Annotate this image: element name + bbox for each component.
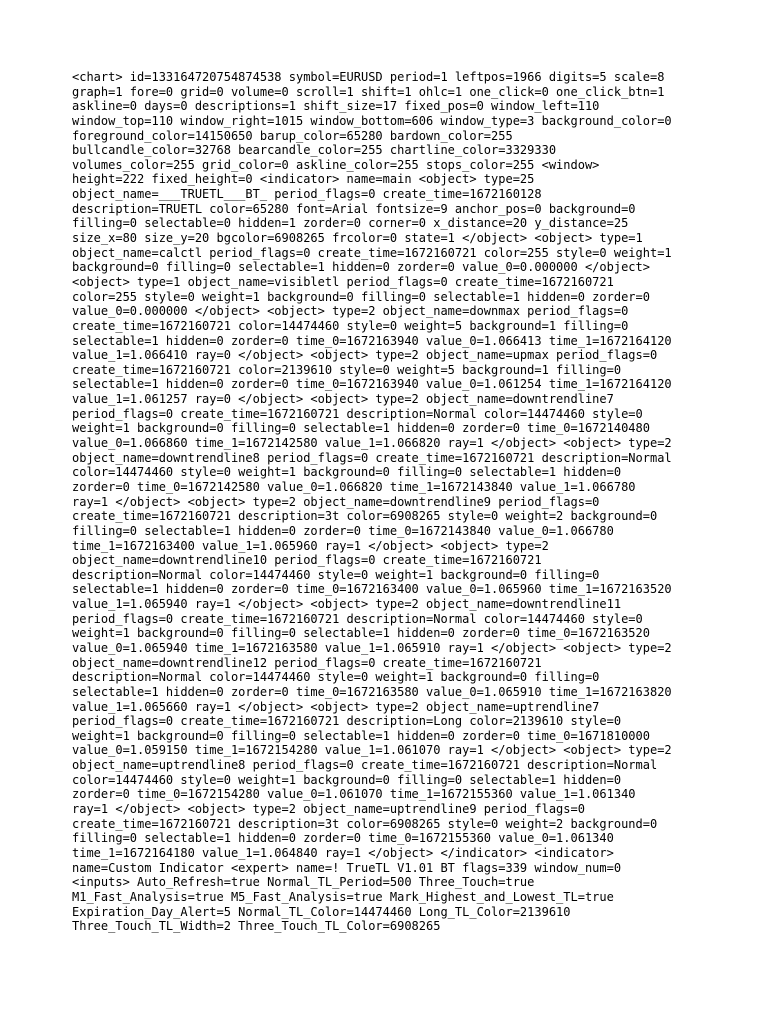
text-line: value_1=1.066410 ray=0 </object> <object> type=2 object_name=upmax period_flags=0 [72,348,658,363]
text-line: description=Normal color=14474460 style=0 weight=1 background=0 filling=0 [72,670,600,685]
text-line: filling=0 selectable=0 hidden=1 zorder=0 corner=0 x_distance=20 y_distance=25 [72,216,629,231]
text-line: value_0=0.000000 </object> <object> type=2 object_name=downmax period_flags=0 [72,304,629,319]
document-text [72,70,762,934]
text-line: create_time=1672160721 color=14474460 style=0 weight=5 background=1 filling=0 [72,318,629,333]
text-line: volumes_color=255 grid_color=0 askline_color=255 stops_color=255 <window> [72,157,600,172]
text-line: zorder=0 time_0=1672142580 value_0=1.066820 time_1=1672143840 value_1=1.066780 [72,479,636,494]
text-line: selectable=1 hidden=0 zorder=0 time_0=1672163940 value_0=1.061254 time_1=1672164120 [72,377,672,392]
text-line: weight=1 background=0 filling=0 selectable=1 hidden=0 zorder=0 time_0=1671810000 [72,728,650,743]
text-line: ray=1 </object> <object> type=2 object_name=uptrendline9 period_flags=0 [72,802,585,817]
text-line: <object> type=1 object_name=visibletl period_flags=0 create_time=1672160721 [72,274,614,289]
text-line: window_top=110 window_right=1015 window_bottom=606 window_type=3 background_color=0 [72,113,672,128]
text-line: selectable=1 hidden=0 zorder=0 time_0=1672163400 value_0=1.065960 time_1=1672163520 [72,582,672,597]
text-line: background=0 filling=0 selectable=1 hidden=0 zorder=0 value_0=0.000000 </object> [72,260,650,275]
text-line: zorder=0 time_0=1672154280 value_0=1.061070 time_1=1672155360 value_1=1.061340 [72,787,636,802]
text-line: value_0=1.065940 time_1=1672163580 value_1=1.065910 ray=1 </object> <object> type=2 [72,640,672,655]
text-line: selectable=1 hidden=0 zorder=0 time_0=1672163940 value_0=1.066413 time_1=1672164120 [72,333,672,348]
text-line: create_time=1672160721 color=2139610 style=0 weight=5 background=1 filling=0 [72,362,622,377]
text-line: time_1=1672163400 value_1=1.065960 ray=1 </object> <object> type=2 [72,538,549,553]
text-line: value_1=1.065940 ray=1 </object> <object> type=2 object_name=downtrendline11 [72,597,622,612]
text-line: ray=1 </object> <object> type=2 object_name=downtrendline9 period_flags=0 [72,494,600,509]
text-line: graph=1 fore=0 grid=0 volume=0 scroll=1 shift=1 ohlc=1 one_click=0 one_click_btn=1 [72,84,665,99]
text-line: object_name=calctl period_flags=0 create_time=1672160721 color=255 style=0 weight=1 [72,245,672,260]
text-line: height=222 fixed_height=0 <indicator> name=main <object> type=25 [72,172,535,187]
text-line: foreground_color=14150650 barup_color=65280 bardown_color=255 [72,128,513,143]
text-line: create_time=1672160721 description=3t color=6908265 style=0 weight=2 background=0 [72,509,658,524]
text-line: value_0=1.059150 time_1=1672154280 value_1=1.061070 ray=1 </object> <object> type=2 [72,743,672,758]
text-line: bullcandle_color=32768 bearcandle_color=255 chartline_color=3329330 [72,143,557,158]
text-line: description=TRUETL color=65280 font=Arial fontsize=9 anchor_pos=0 background=0 [72,201,636,216]
text-line: period_flags=0 create_time=1672160721 description=Normal color=14474460 style=0 [72,611,643,626]
text-line: value_1=1.061257 ray=0 </object> <object> type=2 object_name=downtrendline7 [72,392,614,407]
text-line: weight=1 background=0 filling=0 selectable=1 hidden=0 zorder=0 time_0=1672140480 [72,421,650,436]
text-line: Expiration_Day_Alert=5 Normal_TL_Color=14474460 Long_TL_Color=2139610 [72,904,571,919]
text-line: period_flags=0 create_time=1672160721 description=Long color=2139610 style=0 [72,714,622,729]
text-line: create_time=1672160721 description=3t color=6908265 style=0 weight=2 background=0 [72,816,658,831]
text-line: color=255 style=0 weight=1 background=0 filling=0 selectable=1 hidden=0 zorder=0 [72,289,650,304]
text-line: value_1=1.065660 ray=1 </object> <object> type=2 object_name=uptrendline7 [72,699,600,714]
text-line: object_name=uptrendline8 period_flags=0 create_time=1672160721 description=Normal [72,758,658,773]
text-line: askline=0 days=0 descriptions=1 shift_size=17 fixed_pos=0 window_left=110 [72,99,600,114]
text-line: filling=0 selectable=1 hidden=0 zorder=0 time_0=1672143840 value_0=1.066780 [72,523,614,538]
text-line: filling=0 selectable=1 hidden=0 zorder=0 time_0=1672155360 value_0=1.061340 [72,831,614,846]
text-line: name=Custom Indicator <expert> name=! TrueTL V1.01 BT flags=339 window_num=0 [72,860,622,875]
text-line: description=Normal color=14474460 style=0 weight=1 background=0 filling=0 [72,567,600,582]
text-line: size_x=80 size_y=20 bgcolor=6908265 frcolor=0 state=1 </object> <object> type=1 [72,231,643,246]
text-line: color=14474460 style=0 weight=1 background=0 filling=0 selectable=1 hidden=0 [72,465,622,480]
text-line: selectable=1 hidden=0 zorder=0 time_0=1672163580 value_0=1.065910 time_1=1672163820 [72,684,672,699]
text-line: M1_Fast_Analysis=true M5_Fast_Analysis=true Mark_Highest_and_Lowest_TL=true [72,889,614,904]
text-line: time_1=1672164180 value_1=1.064840 ray=1 </object> </indicator> <indicator> [72,845,614,860]
text-line: <inputs> Auto_Refresh=true Normal_TL_Period=500 Three_Touch=true [72,875,535,890]
text-line: weight=1 background=0 filling=0 selectable=1 hidden=0 zorder=0 time_0=1672163520 [72,626,650,641]
text-line: object_name=downtrendline12 period_flags=0 create_time=1672160721 [72,655,542,670]
text-line: object_name=downtrendline10 period_flags=0 create_time=1672160721 [72,553,542,568]
text-line: Three_Touch_TL_Width=2 Three_Touch_TL_Color=6908265 [72,919,441,934]
text-line: period_flags=0 create_time=1672160721 description=Normal color=14474460 style=0 [72,406,643,421]
text-line: color=14474460 style=0 weight=1 background=0 filling=0 selectable=1 hidden=0 [72,772,622,787]
document-page [72,70,762,934]
text-line: value_0=1.066860 time_1=1672142580 value_1=1.066820 ray=1 </object> <object> type=2 [72,436,672,451]
text-line: <chart> id=133164720754874538 symbol=EURUSD period=1 leftpos=1966 digits=5 scale=8 [72,70,665,84]
text-line: object_name=downtrendline8 period_flags=0 create_time=1672160721 description=Normal [72,450,672,465]
text-line: object_name=___TRUETL___BT_ period_flags=0 create_time=1672160128 [72,187,542,202]
